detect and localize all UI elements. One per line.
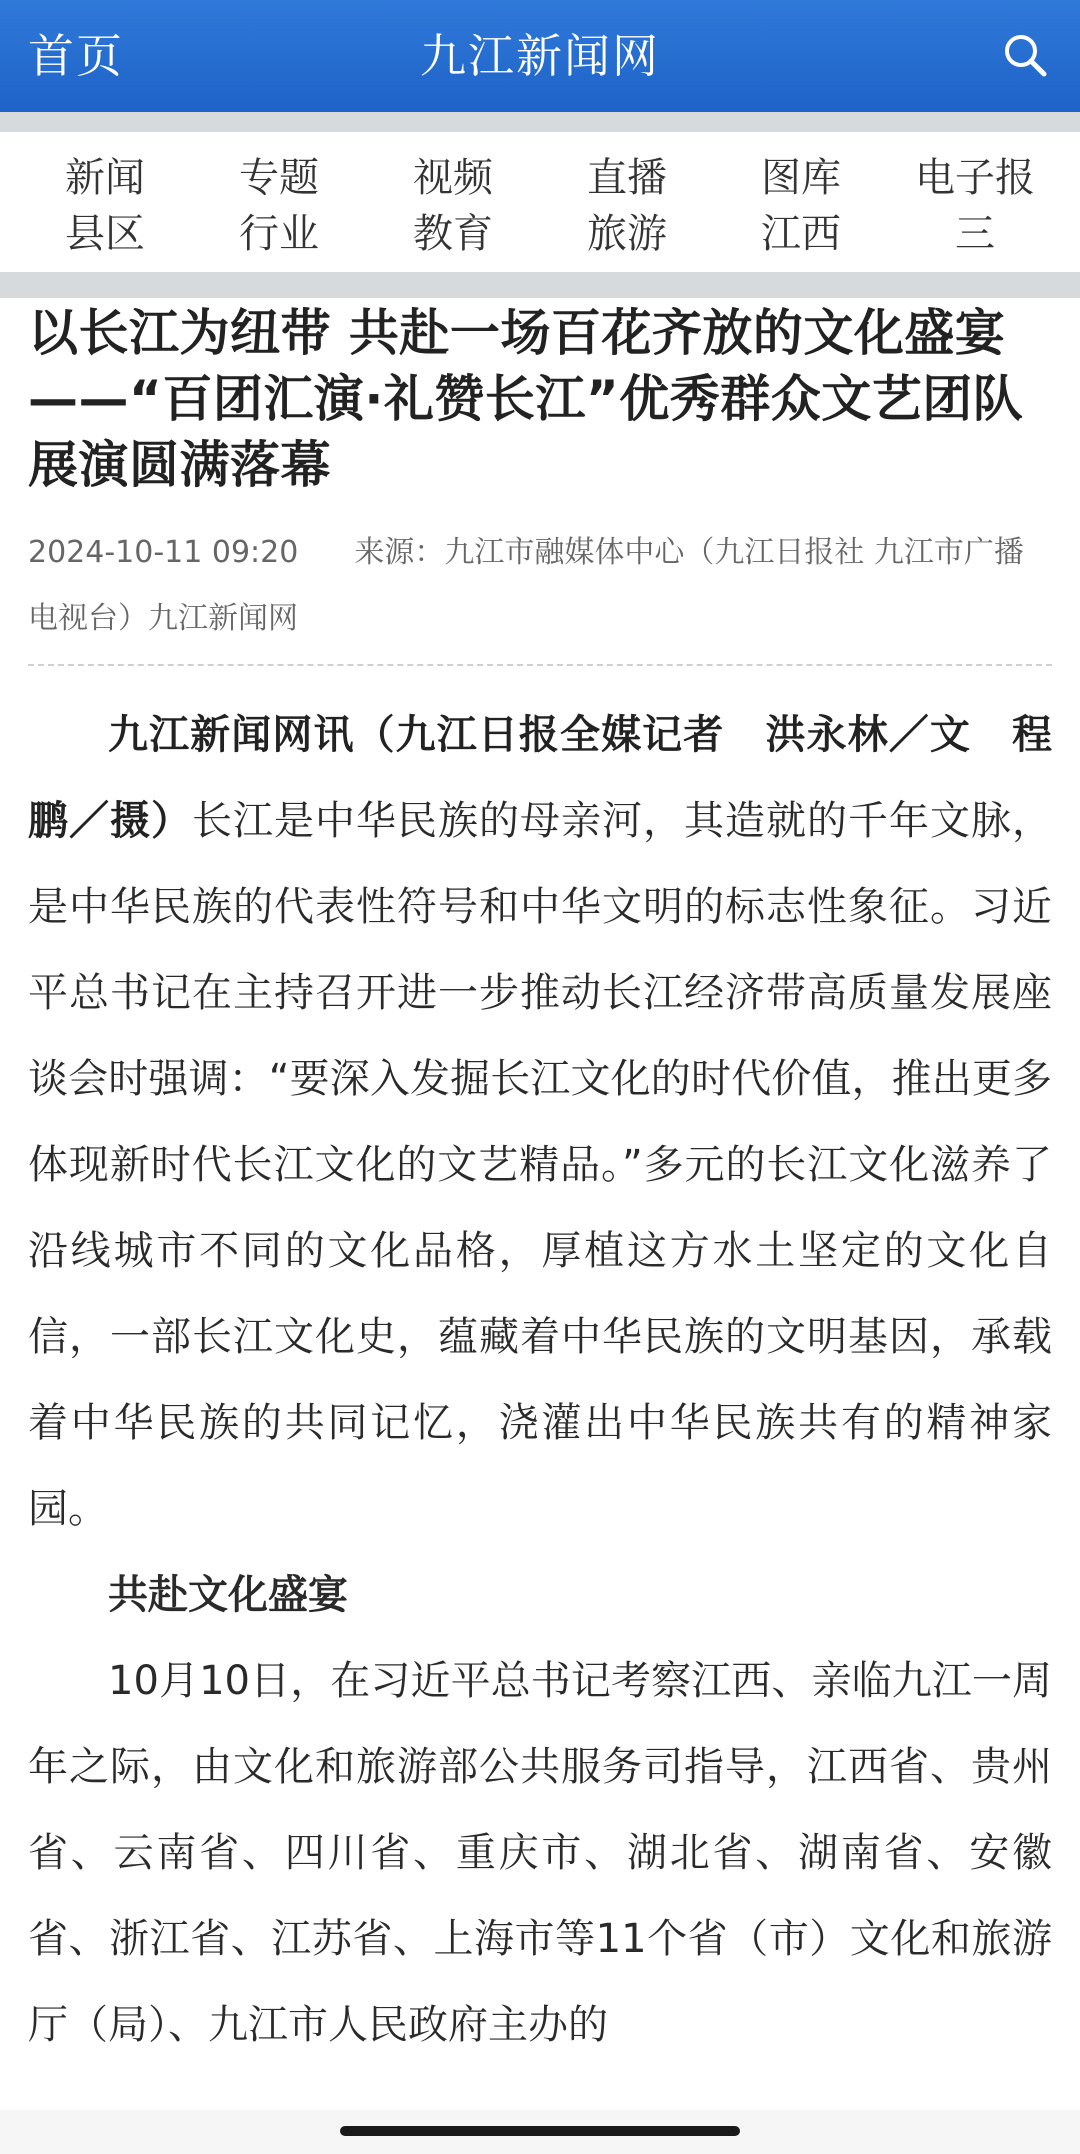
nav-item-topics[interactable]: 专题 bbox=[239, 155, 319, 201]
nav-separator bbox=[0, 272, 1080, 298]
channel-nav bbox=[0, 132, 1080, 272]
paragraph-1-text: 长江是中华民族的母亲河，其造就的千年文脉，是中华民族的代表性符号和中华文明的标志性象征。习近平总书记在主持召开进一步推动长江经济带高质量发展座谈会时强调：“要深入发掘长江文化的时代价值，推出更多体现新时代长江文化的文艺精品。”多元的长江文化滋养了沿线城市不同的文化品格，厚植这方水土坚定的文化自信，一部长江文化史，蕴藏着中华民族的文明基因，承载着中华民族的共同记忆，浇灌出中华民族共有的精神家园。 bbox=[28, 798, 1052, 1532]
home-indicator[interactable] bbox=[340, 2126, 740, 2136]
nav-item-counties[interactable]: 县区 bbox=[65, 211, 145, 257]
nav-item-industry[interactable]: 行业 bbox=[239, 211, 319, 257]
nav-item-three[interactable]: 三 bbox=[955, 211, 995, 257]
top-header-bar bbox=[0, 0, 1080, 112]
nav-item-news[interactable]: 新闻 bbox=[65, 155, 145, 201]
meta-divider bbox=[28, 664, 1052, 666]
publish-time: 2024-10-11 09:20 bbox=[28, 535, 299, 570]
article-body bbox=[28, 692, 1052, 2068]
section-subhead: 共赴文化盛宴 bbox=[108, 1572, 348, 1618]
nav-item-e-paper[interactable]: 电子报 bbox=[915, 155, 1035, 201]
nav-item-education[interactable]: 教育 bbox=[413, 211, 493, 257]
paragraph-1 bbox=[28, 692, 1052, 1552]
nav-item-live[interactable]: 直播 bbox=[587, 155, 667, 201]
article-source: 来源：九江市融媒体中心（九江日报社 九江市广播电视台）九江新闻网 bbox=[28, 535, 1024, 636]
home-link[interactable]: 首页 bbox=[28, 29, 124, 83]
article-meta bbox=[28, 520, 1052, 652]
paragraph-2: 10月10日，在习近平总书记考察江西、亲临九江一周年之际，由文化和旅游部公共服务司指导，江西省、贵州省、云南省、四川省、重庆市、湖北省、湖南省、安徽省、浙江省、江苏省、上海市等11个省（市）文化和旅游厅（局）、九江市人民政府主办的 bbox=[28, 1658, 1052, 2048]
search-icon[interactable] bbox=[998, 28, 1054, 84]
header-separator bbox=[0, 112, 1080, 132]
nav-item-video[interactable]: 视频 bbox=[413, 155, 493, 201]
article-title: 以长江为纽带 共赴一场百花齐放的文化盛宴——“百团汇演·礼赞长江”优秀群众文艺团队展演圆满落幕 bbox=[28, 304, 1024, 494]
lead-byline: 九江新闻网讯（九江日报全媒记者 洪永林／文 程鹏／摄） bbox=[28, 712, 1052, 844]
nav-item-jiangxi[interactable]: 江西 bbox=[761, 211, 841, 257]
article bbox=[28, 300, 1052, 2068]
site-title: 九江新闻网 bbox=[420, 29, 660, 83]
nav-item-gallery[interactable]: 图库 bbox=[761, 155, 841, 201]
nav-item-travel[interactable]: 旅游 bbox=[587, 211, 667, 257]
